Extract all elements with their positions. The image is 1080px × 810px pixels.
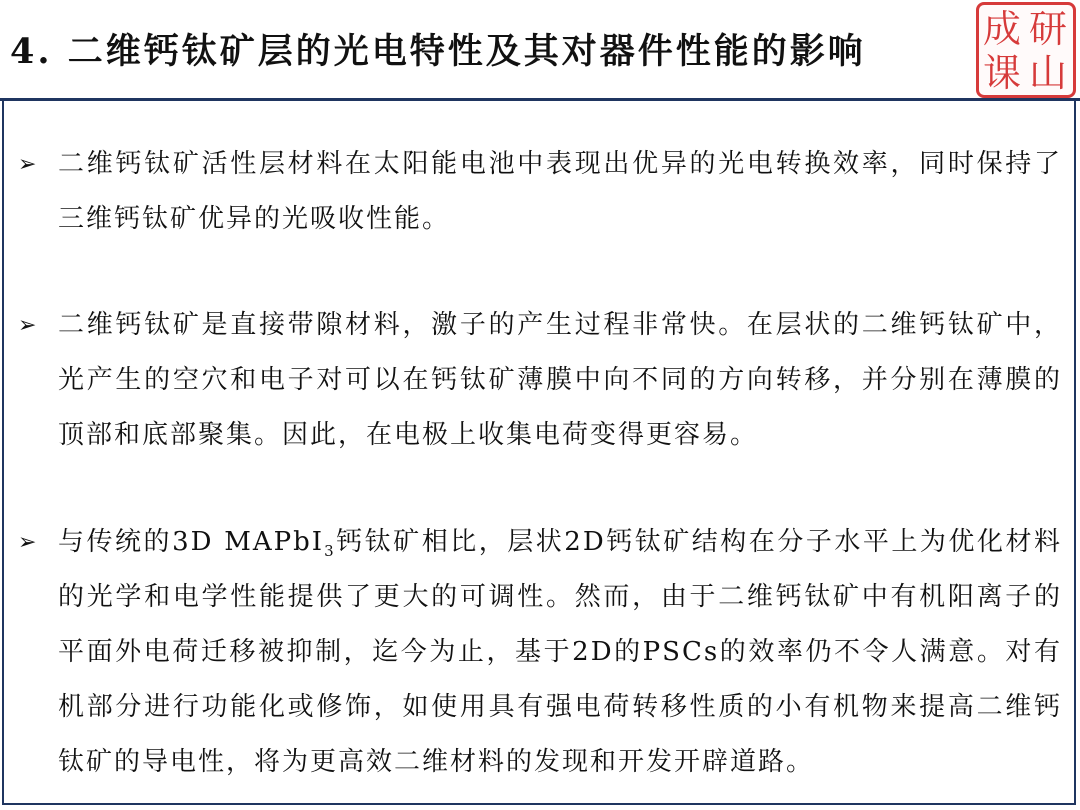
bullet-text-pre: 与传统的3D MAPbI: [58, 527, 325, 557]
seal-logo: [976, 2, 1076, 98]
subscript: 3: [324, 542, 336, 560]
bullet-text: [18, 515, 1062, 790]
bullet-text: 二维钙钛矿活性层材料在太阳能电池中表现出优异的光电转换效率，同时保持了三维钙钛矿优异的光吸收性能。: [58, 149, 1062, 234]
bullet-item: [18, 515, 1062, 790]
seal-char: 成: [983, 7, 1022, 51]
slide-header: [0, 0, 1080, 100]
bullet-text-post: 钙钛矿相比，层状2D钙钛矿结构在分子水平上为优化材料的光学和电学性能提供了更大的可调性。然而，由于二维钙钛矿中有机阳离子的平面外电荷迁移被抑制，迄今为止，基于2D的PSCs的效率仍不令人满意。对有机部分进行功能化或修饰，如使用具有强电荷转移性质的小有机物来提高二维钙钛矿的导电性，将为更高效二维材料的发现和开发开辟道路。: [58, 527, 1062, 777]
arrow-bullet-icon: ➢: [18, 313, 39, 338]
bullet-item: [18, 137, 1062, 247]
seal-char: 山: [1029, 51, 1068, 95]
arrow-bullet-icon: ➢: [18, 530, 39, 555]
seal-char: 课: [983, 51, 1022, 95]
slide-title: 4. 二维钙钛矿层的光电特性及其对器件性能的影响: [10, 31, 866, 72]
arrow-bullet-icon: ➢: [18, 152, 39, 177]
seal-char: 研: [1029, 7, 1068, 51]
bullet-item: [18, 298, 1062, 463]
bullet-text: 二维钙钛矿是直接带隙材料，激子的产生过程非常快。在层状的二维钙钛矿中，光产生的空穴和电子对可以在钙钛矿薄膜中向不同的方向转移，并分别在薄膜的顶部和底部聚集。因此，在电极上收集电荷变得更容易。: [58, 310, 1062, 450]
